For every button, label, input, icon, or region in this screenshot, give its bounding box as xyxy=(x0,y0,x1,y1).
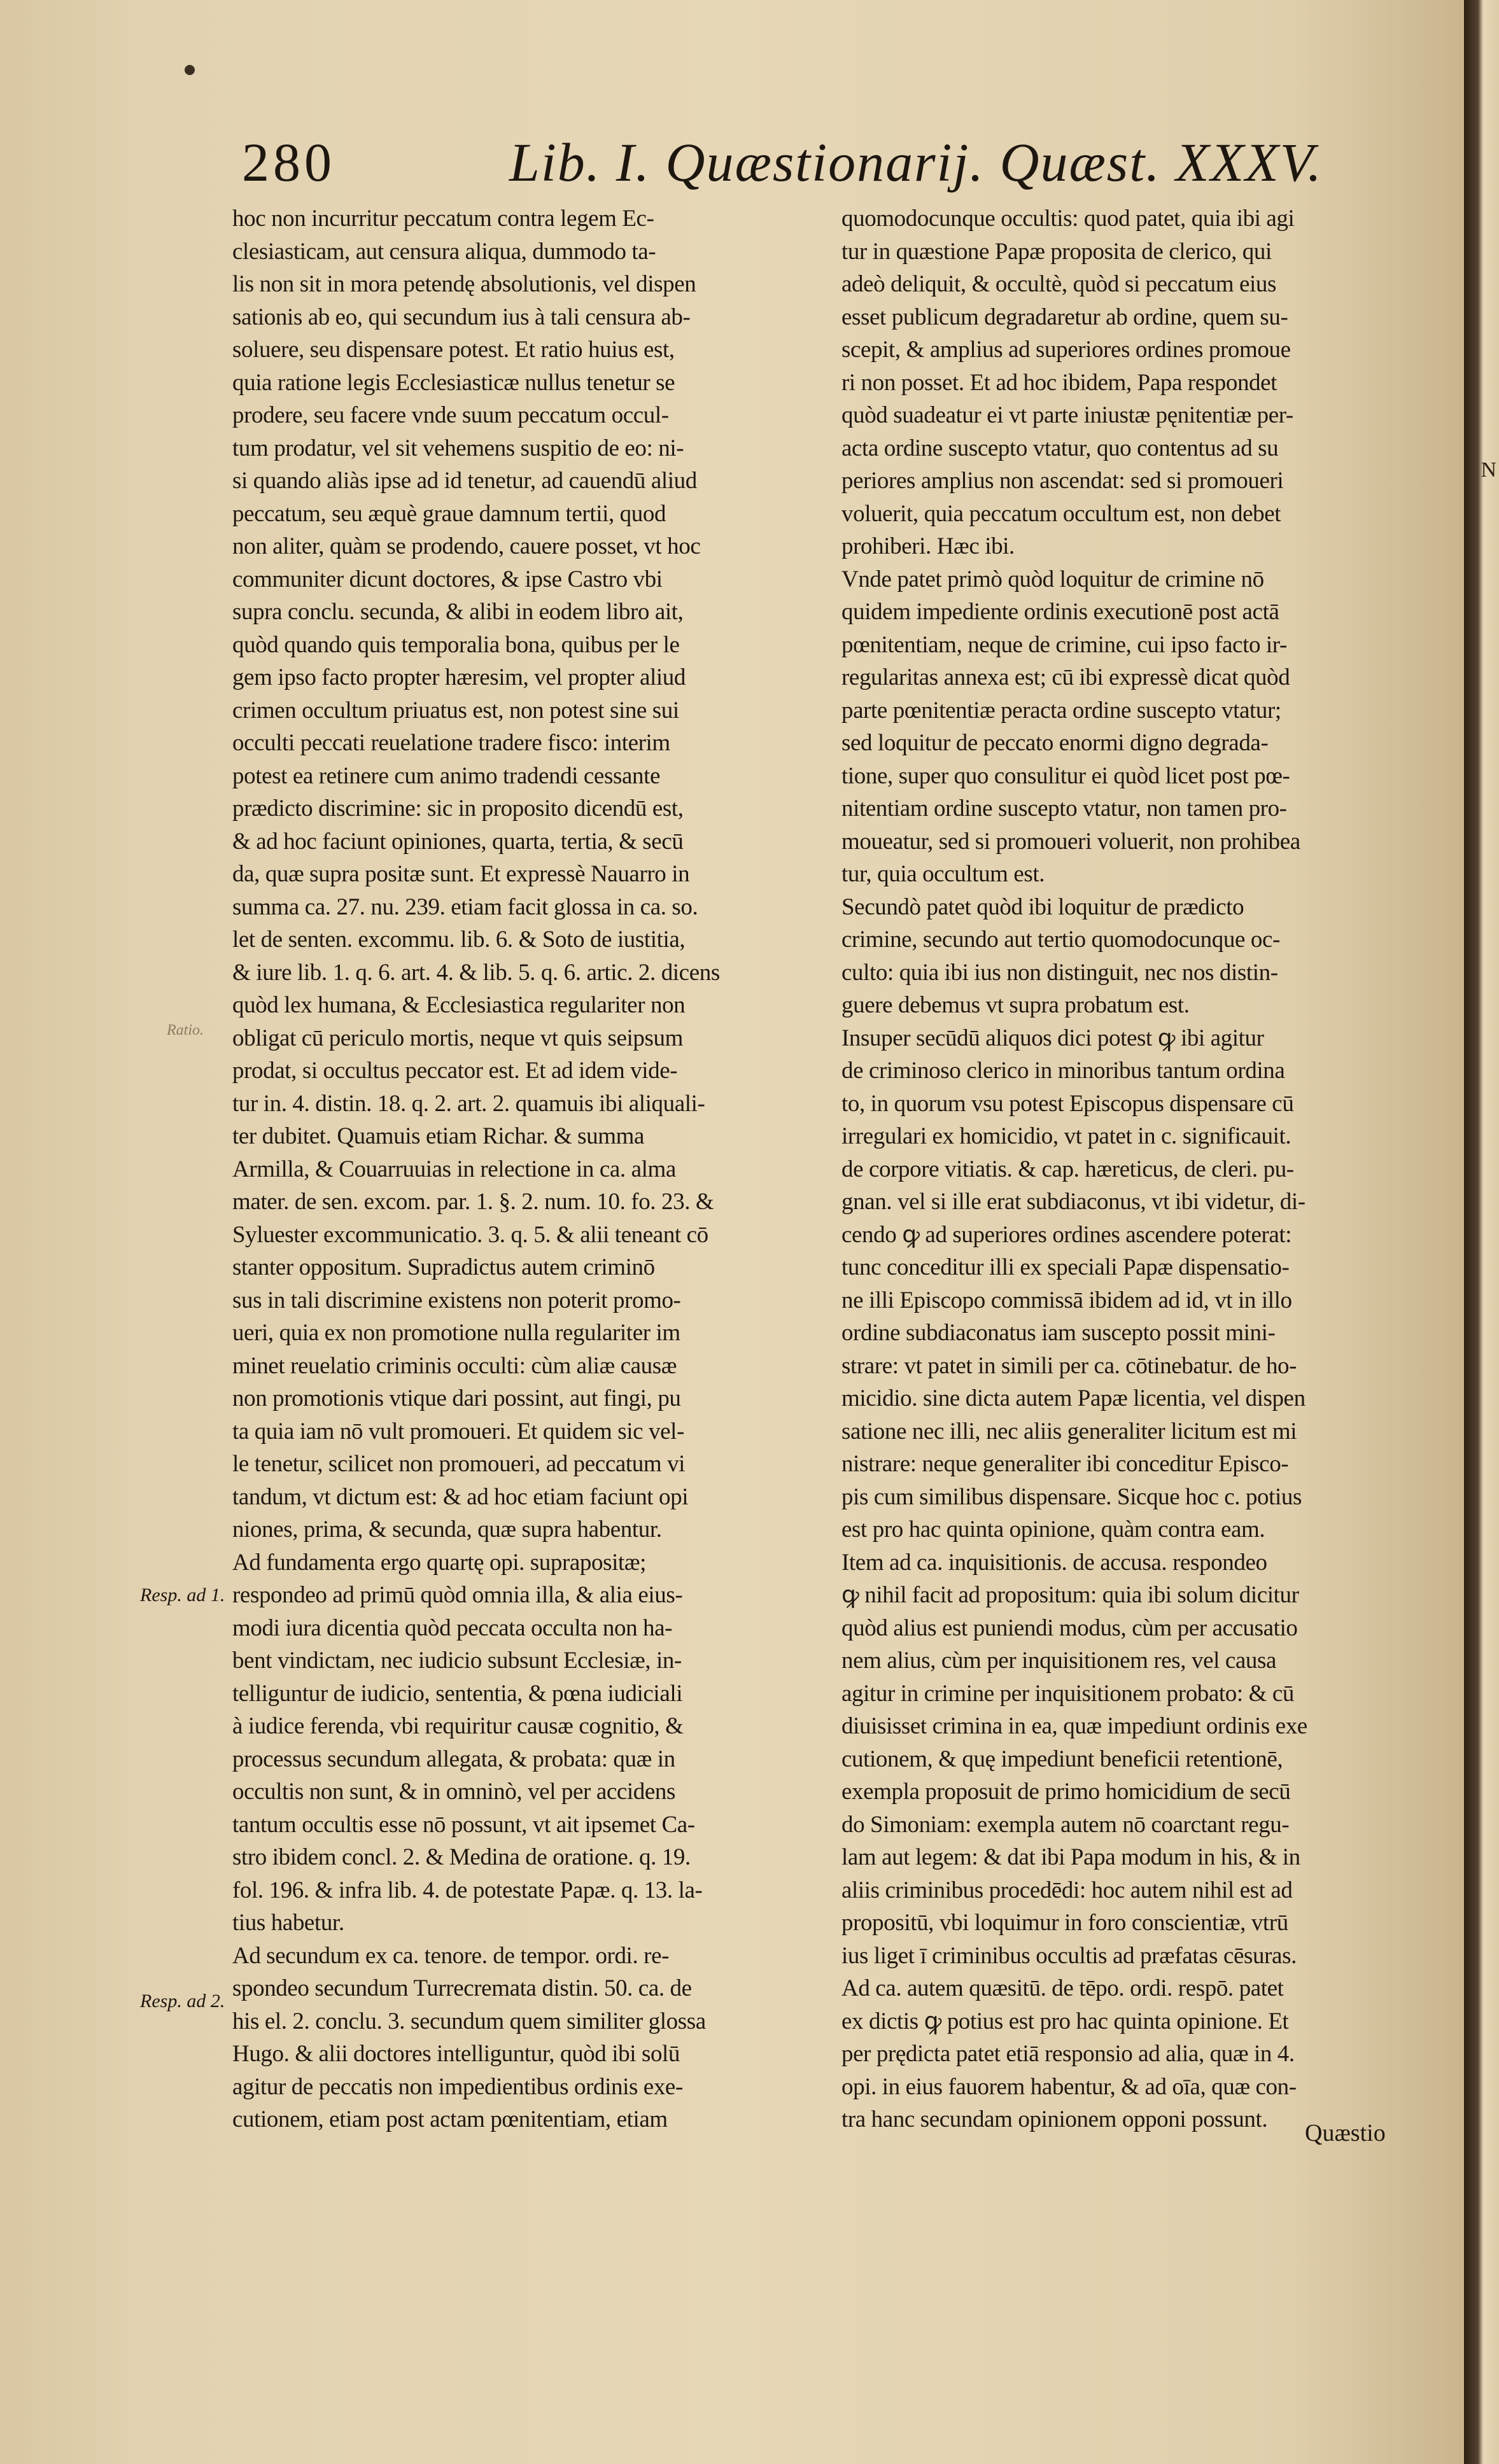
right-column-line: guere debemus vt supra probatum est. xyxy=(841,992,1190,1018)
left-column-line: potest ea retinere cum animo tradendi cessante xyxy=(232,762,660,789)
left-column-line: obligat cū periculo mortis, neque vt quis seipsum xyxy=(232,1025,683,1051)
right-column-line: Insuper secūdū aliquos dici potest ꝙ ibi agitur xyxy=(841,1025,1264,1051)
left-text-column xyxy=(232,202,824,2136)
left-column-line: da, quæ supra positæ sunt. Et expressè Nauarro in xyxy=(232,861,690,887)
left-column-line: & ad hoc faciunt opiniones, quarta, tertia, & secū xyxy=(232,828,684,855)
left-column-line: minet reuelatio criminis occulti: cùm aliæ causæ xyxy=(232,1352,677,1379)
right-column-line: ex dictis ꝙ potius est pro hac quinta opinione. Et xyxy=(841,2008,1289,2034)
right-column-line: tra hanc secundam opinionem opponi possunt. xyxy=(841,2106,1268,2132)
right-column-line: ne illi Episcopo commissā ibidem ad id, vt in illo xyxy=(841,1287,1292,1313)
right-column-line: ordine subdiaconatus iam suscepto possit mini- xyxy=(841,1320,1276,1346)
left-column-line: niones, prima, & secunda, quæ supra habentur. xyxy=(232,1516,662,1543)
right-column-line: tur in quæstione Papæ proposita de clerico, qui xyxy=(841,238,1272,265)
page-number: 280 xyxy=(242,132,335,193)
left-column-line: quòd quando quis temporalia bona, quibus per le xyxy=(232,631,680,658)
left-column-line: stro ibidem concl. 2. & Medina de oratione. q. 19. xyxy=(232,1844,691,1870)
right-column-line: sed loquitur de peccato enormi digno degrada- xyxy=(841,730,1269,756)
left-column-line: cutionem, etiam post actam pœnitentiam, etiam xyxy=(232,2106,668,2132)
left-column-line: communiter dicunt doctores, & ipse Castro vbi xyxy=(232,566,663,592)
right-column-line: nem alius, cùm per inquisitionem res, vel causa xyxy=(841,1648,1276,1674)
left-column-line: telliguntur de iudicio, sententia, & pœna iudiciali xyxy=(232,1680,683,1707)
right-column-line: Vnde patet primò quòd loquitur de crimine nō xyxy=(841,566,1264,592)
left-column-line: non aliter, quàm se prodendo, cauere posset, vt hoc xyxy=(232,533,701,559)
right-column-line: ꝙ nihil facit ad propositum: quia ibi solum dicitur xyxy=(841,1582,1299,1608)
left-column-line: ueri, quia ex non promotione nulla regulariter im xyxy=(232,1320,680,1346)
right-column-line: Secundò patet quòd ibi loquitur de prædicto xyxy=(841,893,1244,920)
left-column-line: tum prodatur, vel sit vehemens suspitio de eo: ni- xyxy=(232,435,684,461)
right-column-line: scepit, & amplius ad superiores ordines promoue xyxy=(841,337,1291,363)
right-column-line: ri non posset. Et ad hoc ibidem, Papa respondet xyxy=(841,369,1277,396)
right-column-line: Ad ca. autem quæsitū. de tēpo. ordi. respō. patet xyxy=(841,1975,1284,2001)
left-column-line: lis non sit in mora petendę absolutionis, vel dispen xyxy=(232,271,696,297)
left-column-line: processus secundum allegata, & probata: quæ in xyxy=(232,1746,675,1772)
right-column-line: tione, super quo consulitur ei quòd licet post pœ- xyxy=(841,762,1290,789)
catchword: Quæstio xyxy=(1305,2120,1386,2146)
right-column-line: quidem impediente ordinis executionē post actā xyxy=(841,599,1279,625)
right-column-line: do Simoniam: exempla autem nō coarctant regu- xyxy=(841,1811,1290,1838)
right-column-line: irregulari ex homicidio, vt patet in c. significauit. xyxy=(841,1123,1291,1149)
right-column-line: strare: vt patet in simili per ca. cōtinebatur. de ho- xyxy=(841,1352,1297,1379)
right-column-line: tunc conceditur illi ex speciali Papæ dispensatio- xyxy=(841,1254,1290,1280)
left-column-line: Syluester excommunicatio. 3. q. 5. & alii teneant cō xyxy=(232,1221,708,1248)
right-column-line: quòd alius est puniendi modus, cùm per accusatio xyxy=(841,1614,1298,1641)
left-column-line: occulti peccati reuelatione tradere fisco: interim xyxy=(232,730,670,756)
right-column-line: exempla proposuit de primo homicidium de secū xyxy=(841,1779,1291,1805)
right-column-line: ius liget ī criminibus occultis ad præfatas cēsuras. xyxy=(841,1942,1297,1969)
left-column-line: agitur de peccatis non impedientibus ordinis exe- xyxy=(232,2073,683,2100)
right-column-line: cutionem, & quę impediunt beneficii retentionē, xyxy=(841,1746,1283,1772)
right-column-line: diuisisset crimina in ea, quæ impediunt ordinis exe xyxy=(841,1713,1307,1739)
right-column-line: cendo ꝙ ad superiores ordines ascendere poterat: xyxy=(841,1221,1292,1248)
left-column-line: & iure lib. 1. q. 6. art. 4. & lib. 5. q. 6. artic. 2. dicens xyxy=(232,959,720,986)
right-column-line: nitentiam ordine suscepto vtatur, non tamen pro- xyxy=(841,795,1287,822)
left-column-line: prodere, seu facere vnde suum peccatum occul- xyxy=(232,402,669,428)
left-column-line: hoc non incurritur peccatum contra legem Ec- xyxy=(232,206,654,232)
right-column-line: tur, quia occultum est. xyxy=(841,861,1045,887)
right-column-line: culto: quia ibi ius non distinguit, nec nos distin- xyxy=(841,959,1278,986)
left-column-line: supra conclu. secunda, & alibi in eodem libro ait, xyxy=(232,599,684,625)
left-column-line: occultis non sunt, & in omninò, vel per accidens xyxy=(232,1779,675,1805)
right-column-line: quomodocunque occultis: quod patet, quia ibi agi xyxy=(841,206,1295,232)
right-column-line: quòd suadeatur ei vt parte iniustæ pęnitentiæ per- xyxy=(841,402,1293,428)
right-column-line: opi. in eius fauorem habentur, & ad oīa, quæ con- xyxy=(841,2073,1297,2100)
right-column-line: est pro hac quinta opinione, quàm contra eam. xyxy=(841,1516,1265,1543)
left-column-line: let de senten. excommu. lib. 6. & Soto de iustitia, xyxy=(232,927,686,953)
left-column-line: spondeo secundum Turrecremata distin. 50. ca. de xyxy=(232,1975,692,2001)
left-column-line: clesiasticam, aut censura aliqua, dummodo ta- xyxy=(232,238,656,265)
right-column-line: aliis criminibus procedēdi: hoc autem nihil est ad xyxy=(841,1877,1293,1903)
left-column-line: non promotionis vtique dari possint, aut fingi, pu xyxy=(232,1385,681,1411)
right-column-line: lam aut legem: & dat ibi Papa modum in his, & in xyxy=(841,1844,1300,1870)
left-column-line: Hugo. & alii doctores intelliguntur, quòd ibi solū xyxy=(232,2041,680,2067)
left-column-line: tur in. 4. distin. 18. q. 2. art. 2. quamuis ibi aliquali- xyxy=(232,1090,705,1117)
left-column-line: à iudice ferenda, vbi requiritur causæ cognitio, & xyxy=(232,1713,684,1739)
right-column-line: de criminoso clerico in minoribus tantum ordina xyxy=(841,1058,1285,1084)
right-column-line: parte pœnitentiæ peracta ordine suscepto vtatur; xyxy=(841,697,1281,724)
edge-letter: N xyxy=(1481,458,1496,482)
left-column-line: ta quia iam nō vult promoueri. Et quidem sic vel- xyxy=(232,1418,684,1445)
right-column-line: per prędicta patet etiā responsio ad alia, quæ in 4. xyxy=(841,2041,1295,2067)
left-column-line: prodat, si occultus peccator est. Et ad idem vide- xyxy=(232,1058,678,1084)
running-title: Lib. I. Quæstionarij. Quæst. XXXV. xyxy=(509,132,1323,193)
right-column-line: Item ad ca. inquisitionis. de accusa. respondeo xyxy=(841,1549,1267,1576)
left-column-line: le tenetur, scilicet non promoueri, ad peccatum vi xyxy=(232,1451,686,1477)
right-column-line: nistrare: neque generaliter ibi conceditur Episco- xyxy=(841,1451,1289,1477)
left-column-line: peccatum, seu æquè graue damnum tertii, quod xyxy=(232,500,666,527)
right-column-line: periores amplius non ascendat: sed si promoueri xyxy=(841,468,1284,494)
right-column-line: micidio. sine dicta autem Papæ licentia, vel dispen xyxy=(841,1385,1305,1411)
left-column-line: gem ipso facto propter hæresim, vel propter aliud xyxy=(232,664,686,690)
right-column-line: to, in quorum vsu potest Episcopus dispensare cū xyxy=(841,1090,1294,1117)
right-column-line: voluerit, quia peccatum occultum est, non debet xyxy=(841,500,1281,527)
left-column-line: ter dubitet. Quamuis etiam Richar. & summa xyxy=(232,1123,645,1149)
right-text-column xyxy=(841,202,1427,2136)
left-column-line: Ad secundum ex ca. tenore. de tempor. ordi. re- xyxy=(232,1942,670,1969)
right-column-line: regularitas annexa est; cū ibi expressè dicat quòd xyxy=(841,664,1290,690)
right-column-line: gnan. vel si ille erat subdiaconus, vt ibi videtur, di- xyxy=(841,1189,1305,1215)
left-column-line: prædicto discrimine: sic in proposito dicendū est, xyxy=(232,795,684,822)
adjacent-page-edge xyxy=(1464,0,1499,2464)
right-column-line: esset publicum degradaretur ab ordine, quem su- xyxy=(841,304,1288,330)
left-column-line: si quando aliàs ipse ad id tenetur, ad cauendū aliud xyxy=(232,468,697,494)
right-column-line: pœnitentiam, neque de crimine, cui ipso facto ir- xyxy=(841,631,1287,658)
left-column-line: sationis ab eo, qui secundum ius à tali censura ab- xyxy=(232,304,691,330)
left-column-line: crimen occultum priuatus est, non potest sine sui xyxy=(232,697,679,724)
right-column-line: acta ordine suscepto vtatur, quo contentus ad su xyxy=(841,435,1279,461)
left-column-line: Ad fundamenta ergo quartę opi. suprapositæ; xyxy=(232,1549,647,1576)
right-column-line: crimine, secundo aut tertio quomodocunque oc- xyxy=(841,927,1280,953)
left-column-line: modi iura dicentia quòd peccata occulta non ha- xyxy=(232,1614,673,1641)
left-column-line: tantum occultis esse nō possunt, vt ait ipsemet Ca- xyxy=(232,1811,695,1838)
left-column-line: bent vindictam, nec iudicio subsunt Ecclesiæ, in- xyxy=(232,1648,682,1674)
right-column-line: de corpore vitiatis. & cap. hæreticus, de cleri. pu- xyxy=(841,1156,1294,1182)
margin-note-resp-1: Resp. ad 1. xyxy=(140,1585,225,1606)
margin-note-resp-2: Resp. ad 2. xyxy=(140,1991,225,2012)
margin-note-faint: Ratio. xyxy=(167,1022,204,1039)
page-header xyxy=(242,130,1323,200)
left-column-line: fol. 196. & infra lib. 4. de potestate Papæ. q. 13. la- xyxy=(232,1877,703,1903)
left-column-line: tius habetur. xyxy=(232,1910,344,1936)
right-column-line: propositū, vbi loquimur in foro conscientiæ, vtrū xyxy=(841,1910,1288,1936)
left-column-line: tandum, vt dictum est: & ad hoc etiam faciunt opi xyxy=(232,1483,689,1510)
left-column-line: soluere, seu dispensare potest. Et ratio huius est, xyxy=(232,337,675,363)
right-column-line: agitur in crimine per inquisitionem probato: & cū xyxy=(841,1680,1294,1707)
right-column-line: adeò deliquit, & occultè, quòd si peccatum eius xyxy=(841,271,1276,297)
left-column-line: quia ratione legis Ecclesiasticæ nullus tenetur se xyxy=(232,369,675,396)
left-column-line: summa ca. 27. nu. 239. etiam facit glossa in ca. so. xyxy=(232,893,698,920)
left-column-line: sus in tali discrimine existens non poterit promo- xyxy=(232,1287,681,1313)
right-column-line: moueatur, sed si promoueri voluerit, non prohibea xyxy=(841,828,1300,855)
left-column-line: mater. de sen. excom. par. 1. §. 2. num. 10. fo. 23. & xyxy=(232,1189,714,1215)
left-column-line: his el. 2. conclu. 3. secundum quem similiter glossa xyxy=(232,2008,706,2034)
right-column-line: pis cum similibus dispensare. Sicque hoc c. potius xyxy=(841,1483,1302,1510)
left-column-line: stanter oppositum. Supradictus autem criminō xyxy=(232,1254,655,1280)
right-column-line: satione nec illi, nec aliis generaliter licitum est mi xyxy=(841,1418,1297,1445)
left-column-line: respondeo ad primū quòd omnia illa, & alia eius- xyxy=(232,1582,683,1608)
right-column-line: prohiberi. Hæc ibi. xyxy=(841,533,1015,559)
left-column-line: Armilla, & Couarruuias in relectione in ca. alma xyxy=(232,1156,676,1182)
left-column-line: quòd lex humana, & Ecclesiastica regulariter non xyxy=(232,992,686,1018)
ink-spot xyxy=(185,65,195,75)
